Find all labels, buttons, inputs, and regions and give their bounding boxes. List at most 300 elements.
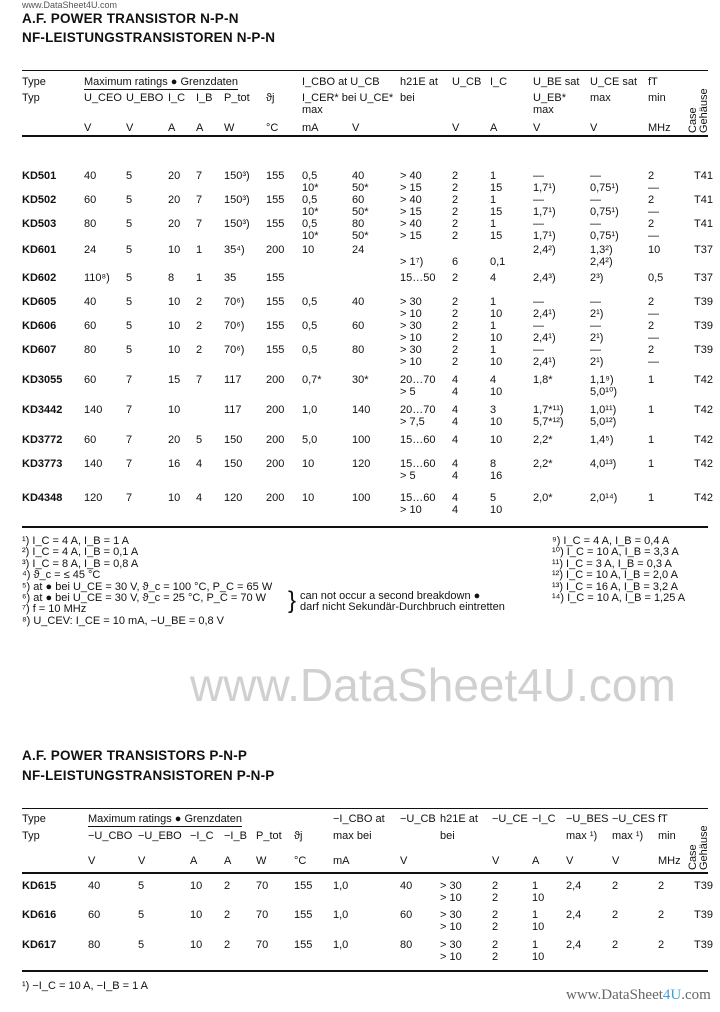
type-cell: KD3773: [22, 458, 63, 470]
data-cell: 155: [294, 939, 313, 951]
data-cell: 5: [126, 218, 133, 230]
wm-part: .com: [681, 987, 711, 1003]
data-cell: 0,75¹): [590, 230, 619, 242]
footnote: ⁷) f = 10 MHz: [22, 603, 87, 616]
data-cell: 10: [302, 492, 315, 504]
type-cell: KD501: [22, 170, 57, 182]
data-cell: 2: [452, 356, 459, 368]
data-cell: 2: [196, 296, 203, 308]
data-cell: 110⁸): [84, 272, 110, 284]
data-cell: 4: [196, 458, 203, 470]
pnp-case-header: [688, 825, 710, 870]
footnote: ²) I_C = 4 A, I_B = 0,1 A: [22, 546, 139, 559]
data-cell: 10: [168, 404, 181, 416]
data-cell: 5,0¹⁰): [590, 386, 618, 398]
data-cell: T39: [694, 320, 713, 332]
data-cell: 2: [224, 909, 231, 921]
npn-group-header: Maximum ratings ● Grenzdaten: [84, 76, 238, 88]
data-cell: 24: [84, 244, 97, 256]
column-header: mA: [333, 855, 350, 867]
data-cell: 40: [88, 880, 101, 892]
data-cell: 35: [224, 272, 237, 284]
column-header: fT: [658, 813, 668, 825]
data-cell: 10: [490, 332, 503, 344]
column-header: V: [566, 855, 574, 867]
data-cell: 7: [126, 492, 133, 504]
data-cell: 20: [168, 218, 181, 230]
data-cell: —: [590, 296, 601, 308]
data-cell: 2: [658, 939, 665, 951]
data-cell: 5: [138, 880, 145, 892]
column-header: ϑj: [294, 830, 303, 842]
data-cell: 0,5: [302, 344, 318, 356]
case-label: Case: [687, 107, 699, 133]
column-header: V: [452, 122, 460, 134]
data-cell: T41: [694, 170, 713, 182]
data-cell: 2,0¹⁴): [590, 492, 618, 504]
data-cell: —: [533, 344, 544, 356]
data-cell: 60: [352, 194, 365, 206]
data-cell: 0,75¹): [590, 182, 619, 194]
column-header: I_CBO at U_CB: [302, 76, 380, 88]
data-cell: 120: [84, 492, 103, 504]
data-cell: 7: [196, 218, 203, 230]
data-cell: 155: [266, 170, 285, 182]
npn-header-rule: [22, 135, 708, 137]
data-cell: —: [590, 218, 601, 230]
column-header: W: [256, 855, 267, 867]
data-cell: 2: [492, 951, 499, 963]
data-cell: 16: [168, 458, 181, 470]
column-header: U_BE sat: [533, 76, 580, 88]
brace: }: [288, 587, 297, 614]
data-cell: 100: [352, 434, 371, 446]
data-cell: 4: [490, 272, 497, 284]
data-cell: > 15: [400, 206, 422, 218]
data-cell: T39: [694, 880, 713, 892]
data-cell: —: [648, 308, 659, 320]
data-cell: 150³): [224, 218, 250, 230]
data-cell: > 30: [400, 320, 422, 332]
data-cell: 155: [266, 272, 285, 284]
data-cell: 0,5: [302, 194, 318, 206]
data-cell: 2: [452, 332, 459, 344]
data-cell: T39: [694, 939, 713, 951]
data-cell: 7: [126, 434, 133, 446]
column-header: A: [490, 122, 498, 134]
data-cell: 2: [658, 880, 665, 892]
data-cell: 1,0: [302, 404, 318, 416]
data-cell: 1: [490, 344, 497, 356]
data-cell: T37: [694, 244, 713, 256]
footnote: ¹) I_C = 4 A, I_B = 1 A: [22, 535, 130, 547]
data-cell: 1: [648, 434, 655, 446]
column-header: °C: [294, 855, 307, 867]
data-cell: 117: [224, 404, 242, 416]
data-cell: 2: [452, 182, 459, 194]
data-cell: 15: [490, 206, 503, 218]
data-cell: 2: [224, 880, 231, 892]
data-cell: —: [533, 194, 544, 206]
data-cell: 1: [648, 404, 655, 416]
data-cell: 1: [490, 170, 497, 182]
data-cell: 2,4²): [533, 244, 556, 256]
data-cell: 7: [126, 458, 133, 470]
footnote: ¹⁰) I_C = 10 A, I_B = 3,3 A: [552, 546, 679, 559]
pnp-title-de: NF-LEISTUNGSTRANSISTOREN P-N-P: [22, 768, 275, 783]
data-cell: T42: [694, 374, 713, 386]
data-cell: 10: [190, 909, 203, 921]
data-cell: 70: [256, 880, 269, 892]
data-cell: > 10: [400, 356, 422, 368]
data-cell: 40: [352, 296, 365, 308]
data-cell: 15…60: [400, 434, 436, 446]
data-cell: 140: [84, 404, 103, 416]
column-header: h21E at: [440, 813, 478, 825]
data-cell: 2: [648, 218, 655, 230]
data-cell: 35⁴): [224, 244, 245, 256]
footnote: ¹³) I_C = 16 A, I_B = 3,2 A: [552, 580, 678, 593]
column-header: I_C: [490, 76, 508, 88]
data-cell: 10: [490, 434, 503, 446]
data-cell: 100: [352, 492, 371, 504]
data-cell: > 10: [440, 951, 462, 963]
data-cell: 5: [138, 909, 145, 921]
data-cell: 120: [352, 458, 371, 470]
data-cell: 3: [490, 404, 497, 416]
data-cell: 2: [492, 892, 499, 904]
data-cell: —: [533, 296, 544, 308]
data-cell: 0,75¹): [590, 206, 619, 218]
footnote: ⁵) at ● bei U_CE = 30 V, ϑ_c = 100 °C, P_C = 65 W: [22, 580, 273, 593]
data-cell: 2: [452, 308, 459, 320]
column-header: MHz: [648, 122, 671, 134]
data-cell: 5: [126, 344, 133, 356]
column-header: −U_CE: [492, 813, 528, 825]
data-cell: 4: [452, 492, 459, 504]
data-cell: > 15: [400, 230, 422, 242]
data-cell: 2: [224, 939, 231, 951]
data-cell: 20: [168, 194, 181, 206]
pnp-top-rule: [22, 808, 708, 809]
data-cell: 155: [266, 296, 285, 308]
data-cell: T41: [694, 218, 713, 230]
data-cell: T39: [694, 296, 713, 308]
npn-case-header: [688, 88, 710, 133]
data-cell: 2: [452, 296, 459, 308]
data-cell: 4: [452, 434, 459, 446]
column-header: V: [88, 855, 96, 867]
footnote: ⁶) at ● bei U_CE = 30 V, ϑ_c = 25 °C, P_C = 70 W: [22, 592, 267, 604]
column-header: V: [533, 122, 541, 134]
data-cell: 60: [84, 434, 97, 446]
data-cell: 1,7¹): [533, 230, 556, 242]
data-cell: > 10: [440, 892, 462, 904]
data-cell: 140: [84, 458, 103, 470]
column-header: A: [224, 855, 232, 867]
data-cell: 0,5: [302, 218, 318, 230]
data-cell: T37: [694, 272, 713, 284]
column-header: h21E at: [400, 76, 438, 88]
data-cell: 10: [302, 458, 315, 470]
data-cell: 2: [452, 194, 459, 206]
type-cell: KD602: [22, 272, 57, 284]
column-header: −U_CB: [400, 813, 436, 825]
data-cell: —: [590, 344, 601, 356]
data-cell: —: [648, 356, 659, 368]
column-header: A: [168, 122, 176, 134]
data-cell: 0,5: [302, 296, 318, 308]
footnote: ¹) −I_C = 10 A, −I_B = 1 A: [22, 980, 148, 992]
data-cell: 80: [84, 344, 97, 356]
data-cell: 10: [490, 504, 503, 516]
data-cell: 2: [196, 320, 203, 332]
data-cell: 2: [492, 939, 499, 951]
data-cell: 80: [352, 344, 365, 356]
column-header: I_B: [196, 92, 213, 104]
column-header: min: [658, 830, 676, 842]
data-cell: 2: [492, 909, 499, 921]
column-header: A: [190, 855, 198, 867]
footnote: ⁸) U_CEV: I_CE = 10 mA, −U_BE = 0,8 V: [22, 614, 225, 627]
data-cell: 10: [168, 320, 181, 332]
data-cell: 40: [84, 296, 97, 308]
data-cell: 10: [490, 386, 503, 398]
data-cell: 2¹): [590, 356, 604, 368]
data-cell: T39: [694, 909, 713, 921]
column-header: −U_CBO: [88, 830, 133, 842]
data-cell: —: [648, 230, 659, 242]
column-header: U_EB* max: [533, 92, 567, 116]
data-cell: 1,7¹): [533, 206, 556, 218]
data-cell: 20: [168, 170, 181, 182]
data-cell: 2,4¹): [533, 356, 556, 368]
type-cell: KD502: [22, 194, 57, 206]
data-cell: 2,4²): [590, 256, 613, 268]
data-cell: 20…70: [400, 374, 436, 386]
column-header: Type: [22, 813, 46, 825]
data-cell: 1: [532, 939, 539, 951]
data-cell: > 30: [440, 939, 462, 951]
data-cell: 2,0*: [533, 492, 553, 504]
data-cell: 2: [612, 880, 619, 892]
data-cell: 60: [352, 320, 365, 332]
data-cell: T42: [694, 434, 713, 446]
brace-text-de: darf nicht Sekundär-Durchbruch eintretten: [300, 601, 505, 613]
data-cell: 200: [266, 374, 285, 386]
data-cell: 5,7*¹²): [533, 416, 564, 428]
data-cell: > 1⁷): [400, 256, 424, 268]
data-cell: 155: [266, 194, 285, 206]
data-cell: > 40: [400, 194, 422, 206]
data-cell: 10: [490, 308, 503, 320]
type-cell: KD503: [22, 218, 57, 230]
column-header: −I_B: [224, 830, 247, 842]
data-cell: 10: [168, 492, 181, 504]
data-cell: 5: [126, 296, 133, 308]
data-cell: 2: [658, 909, 665, 921]
data-cell: 15…60: [400, 492, 436, 504]
data-cell: 0,1: [490, 256, 506, 268]
data-cell: 5: [126, 320, 133, 332]
data-cell: 5: [126, 244, 133, 256]
data-cell: 5: [490, 492, 497, 504]
column-header: V: [612, 855, 620, 867]
data-cell: 200: [266, 244, 285, 256]
data-cell: 10: [532, 892, 545, 904]
data-cell: 10: [190, 939, 203, 951]
data-cell: 10: [648, 244, 661, 256]
data-cell: 5: [138, 939, 145, 951]
npn-top-rule: [22, 70, 708, 71]
data-cell: T41: [694, 194, 713, 206]
data-cell: 2,4³): [533, 272, 556, 284]
data-cell: 1,0: [333, 880, 349, 892]
bottom-watermark-link[interactable]: [566, 986, 711, 1004]
data-cell: > 5: [400, 386, 416, 398]
data-cell: T42: [694, 404, 713, 416]
data-cell: 200: [266, 458, 285, 470]
column-header: Type: [22, 76, 46, 88]
data-cell: > 10: [400, 308, 422, 320]
footnote: ⁹) I_C = 4 A, I_B = 0,4 A: [552, 535, 670, 547]
data-cell: 0,7*: [302, 374, 322, 386]
data-cell: 2,4: [566, 909, 582, 921]
data-cell: 4: [452, 470, 459, 482]
data-cell: 24: [352, 244, 365, 256]
data-cell: 2: [492, 921, 499, 933]
data-cell: 1: [532, 909, 539, 921]
data-cell: 6: [452, 256, 459, 268]
column-header: −I_C: [190, 830, 214, 842]
data-cell: 10: [168, 244, 181, 256]
data-cell: 70: [256, 909, 269, 921]
data-cell: 4: [196, 492, 203, 504]
data-cell: 2,2*: [533, 458, 553, 470]
top-watermark-link[interactable]: www.DataSheet4U.com: [22, 0, 118, 10]
data-cell: 155: [266, 344, 285, 356]
data-cell: 10: [532, 951, 545, 963]
data-cell: 0,5: [648, 272, 664, 284]
data-cell: 120: [224, 492, 243, 504]
column-header: min: [648, 92, 666, 104]
column-header: °C: [266, 122, 279, 134]
data-cell: —: [533, 218, 544, 230]
data-cell: 70⁶): [224, 296, 245, 308]
type-cell: KD606: [22, 320, 57, 332]
data-cell: > 15: [400, 182, 422, 194]
data-cell: 4: [490, 374, 497, 386]
data-cell: 8: [490, 458, 497, 470]
data-cell: 10*: [302, 182, 319, 194]
data-cell: 2: [452, 170, 459, 182]
data-cell: —: [590, 320, 601, 332]
data-cell: 1: [490, 296, 497, 308]
data-cell: 15…50: [400, 272, 436, 284]
column-header: −U_BES: [566, 813, 609, 825]
data-cell: 140: [352, 404, 371, 416]
data-cell: 4: [452, 374, 459, 386]
data-cell: 10: [190, 880, 203, 892]
data-cell: 40: [352, 170, 365, 182]
data-cell: > 10: [400, 332, 422, 344]
data-cell: 7: [196, 374, 203, 386]
footnote: ⁴) ϑ_c = ≤ 45 °C: [22, 569, 101, 582]
data-cell: 5: [196, 434, 203, 446]
data-cell: —: [533, 170, 544, 182]
data-cell: 10: [490, 356, 503, 368]
data-cell: 0,5: [302, 170, 318, 182]
column-header: mA: [302, 122, 319, 134]
type-cell: KD4348: [22, 492, 63, 504]
data-cell: 10: [490, 416, 503, 428]
case-label: Case: [687, 844, 699, 870]
column-header: U_CB: [452, 76, 482, 88]
data-cell: 7: [196, 170, 203, 182]
column-header: I_C: [168, 92, 186, 104]
data-cell: 2: [452, 206, 459, 218]
data-cell: 155: [266, 320, 285, 332]
footnote: ¹⁴) I_C = 10 A, I_B = 1,25 A: [552, 592, 686, 604]
data-cell: 7: [126, 374, 133, 386]
column-header: MHz: [658, 855, 681, 867]
data-cell: 50*: [352, 206, 369, 218]
data-cell: > 10: [440, 921, 462, 933]
column-header: −U_CES: [612, 813, 656, 825]
data-cell: 2: [452, 272, 459, 284]
column-header: max: [590, 92, 611, 104]
data-cell: 2: [612, 939, 619, 951]
data-cell: 2³): [590, 272, 604, 284]
data-cell: 2: [452, 218, 459, 230]
column-header: P_tot: [256, 830, 282, 842]
data-cell: 16: [490, 470, 503, 482]
center-watermark: www.DataSheet4U.com: [190, 659, 676, 711]
wm-part: 4U: [662, 987, 682, 1003]
npn-bottom-rule: [22, 526, 708, 528]
data-cell: 10: [168, 344, 181, 356]
data-cell: 1: [490, 320, 497, 332]
pnp-bottom-rule: [22, 970, 708, 972]
column-header: bei: [440, 830, 455, 842]
data-cell: 15: [168, 374, 181, 386]
type-cell: KD605: [22, 296, 57, 308]
data-cell: 2,2*: [533, 434, 553, 446]
data-cell: > 7,5: [400, 416, 425, 428]
data-cell: 1,8*: [533, 374, 553, 386]
data-cell: 2: [648, 170, 655, 182]
type-cell: KD3772: [22, 434, 63, 446]
column-header: U_CEO: [84, 92, 122, 104]
npn-title-de: NF-LEISTUNGSTRANSISTOREN N-P-N: [22, 30, 276, 45]
data-cell: 2: [648, 194, 655, 206]
data-cell: —: [648, 206, 659, 218]
column-header: Typ: [22, 92, 40, 104]
data-cell: 1: [196, 272, 203, 284]
data-cell: 4: [452, 504, 459, 516]
data-cell: 1,0¹¹): [590, 404, 617, 416]
data-cell: 2,4¹): [533, 332, 556, 344]
data-cell: 80: [400, 939, 413, 951]
pnp-title-en: A.F. POWER TRANSISTORS P-N-P: [22, 748, 248, 763]
data-cell: 1: [490, 194, 497, 206]
data-cell: 1: [490, 218, 497, 230]
data-cell: 2: [612, 909, 619, 921]
data-cell: 50*: [352, 182, 369, 194]
data-cell: —: [590, 170, 601, 182]
data-cell: 155: [294, 880, 313, 892]
data-cell: 70⁶): [224, 344, 245, 356]
